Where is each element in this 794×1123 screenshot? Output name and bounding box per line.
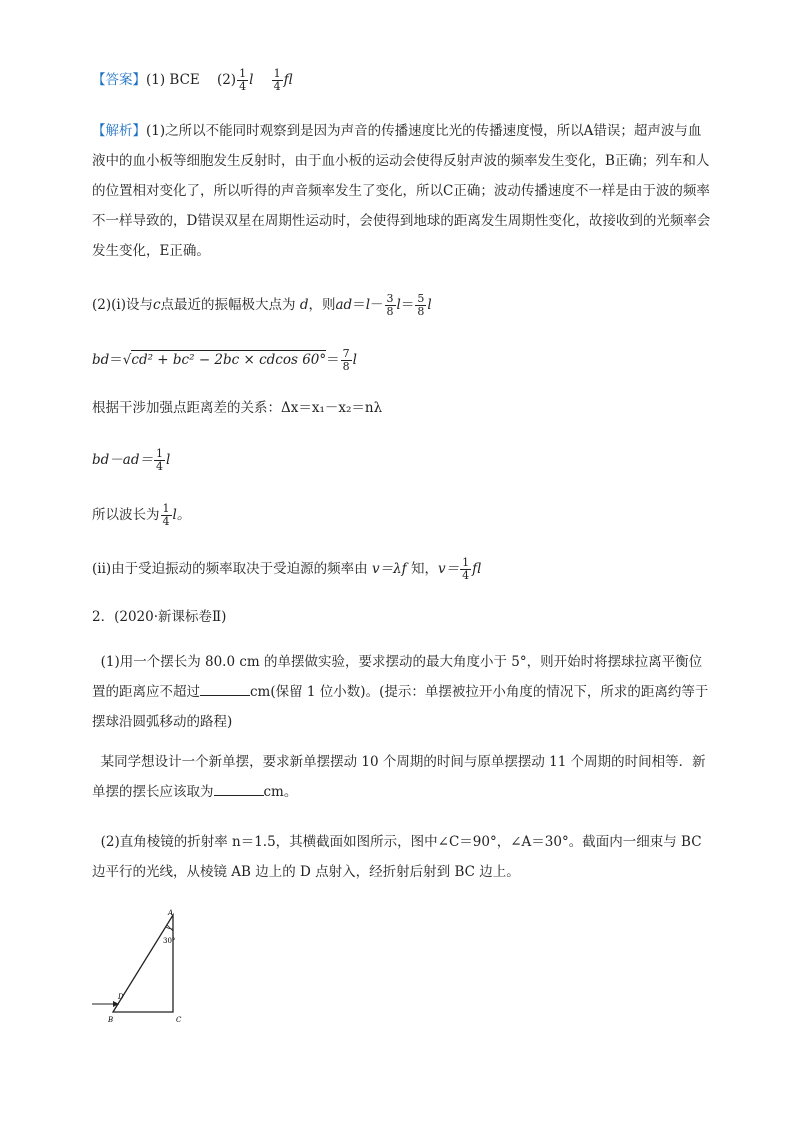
solution-line-3: 根据干涉加强点距离差的关系：Δx＝x₁－x₂＝nλ [92,400,383,416]
analysis-paragraph [92,116,712,266]
solution-line-4: bd－ad＝ $\frac{1}{4}$ l [92,447,171,473]
fraction-7-8: $\frac{7}{8}$ [342,347,350,373]
fraction-5-8: $\frac{5}{8}$ [417,292,425,318]
fraction-1-4-b: $\frac{1}{4}$ [162,502,170,528]
label-a: A [168,909,174,917]
answer-line [92,68,293,93]
solution-line-2: bd＝√cd² + bc² − 2bc × cdcos 60°＝ $\frac{7}{8}$ l [92,347,357,373]
analysis-text: (1)之所以不能同时观察到是因为声音的传播速度比光的传播速度慢，所以A错误；超声波与血液中的血小板等细胞发生反射时，由于血小板的运动会使得反射声波的频率发生变化，B正确；列车和人的位置相对变化了，所以听得的声音频率发生了变化，所以C正确；波动传播速度不一样是由于波的频率不一样导致的，D错误双星在周期性运动时，会使得到地球的距离发生周期性变化，故接收到的光频率会发生变化，E正确。 [92,123,711,259]
label-d: D [118,993,124,1001]
answer-tag: 【答案】 [92,72,146,88]
question-2-part-2: (2)直角棱镜的折射率 n＝1.5，其横截面如图所示，图中∠C＝90°，∠A＝30°。截面内一细束与 BC 边平行的光线，从棱镜 AB 边上的 D 点射入，经折射后射到 BC 边上。 [92,834,702,880]
question-2-header: 2．(2020·新课标卷Ⅱ) [92,609,227,625]
fraction-1-4-c: $\frac{1}{4}$ [462,556,470,582]
fraction-3-8: $\frac{3}{8}$ [386,292,394,318]
answer-part2-prefix: (2) [216,72,237,88]
sqrt-expression: cd² + bc² − 2bc × cdcos 60° [131,352,327,368]
answer-part1: (1) BCE [146,72,200,88]
label-angle: 30° [163,937,176,945]
prism-figure [88,905,198,1030]
solution-line-1: (2)(i)设与c点最近的振幅极大点为 d，则ad＝l－ $\frac{3}{8}$ l＝ $\frac{5}{8}$ l [92,292,432,318]
solution-line-6: (ii)由于受迫振动的频率取决于受迫源的频率由 v＝λf 知，v＝ $\frac{1}{4}$ fl [92,556,482,582]
answer-fraction-1: $\frac{1}{4}$ [239,67,247,93]
answer-blank-1[interactable] [200,681,250,696]
answer-blank-2[interactable] [214,781,264,796]
answer-var-2: fl [283,72,293,88]
question-2-part-1-b: 某同学想设计一个新单摆，要求新单摆摆动 10 个周期的时间与原单摆摆动 11 个周期的时间相等．新单摆的摆长应该取为 cm。 [92,754,706,800]
label-b: B [108,1016,114,1024]
answer-var-1: l [249,72,254,88]
solution-line-5: 所以波长为 $\frac{1}{4}$ l。 [92,502,191,528]
fraction-1-4-a: $\frac{1}{4}$ [155,447,163,473]
answer-fraction-2: $\frac{1}{4}$ [273,67,281,93]
question-2-part-1: (1)用一个摆长为 80.0 cm 的单摆做实验，要求摆动的最大角度小于 5°，则开始时将摆球拉离平衡位置的距离应不超过 cm(保留 1 位小数)。(提示：单摆被拉开小角度的情况下，所求的距离约等于摆球沿圆弧移动的路程) [92,654,709,730]
analysis-tag: 【解析】 [92,123,146,139]
label-c: C [176,1016,182,1024]
